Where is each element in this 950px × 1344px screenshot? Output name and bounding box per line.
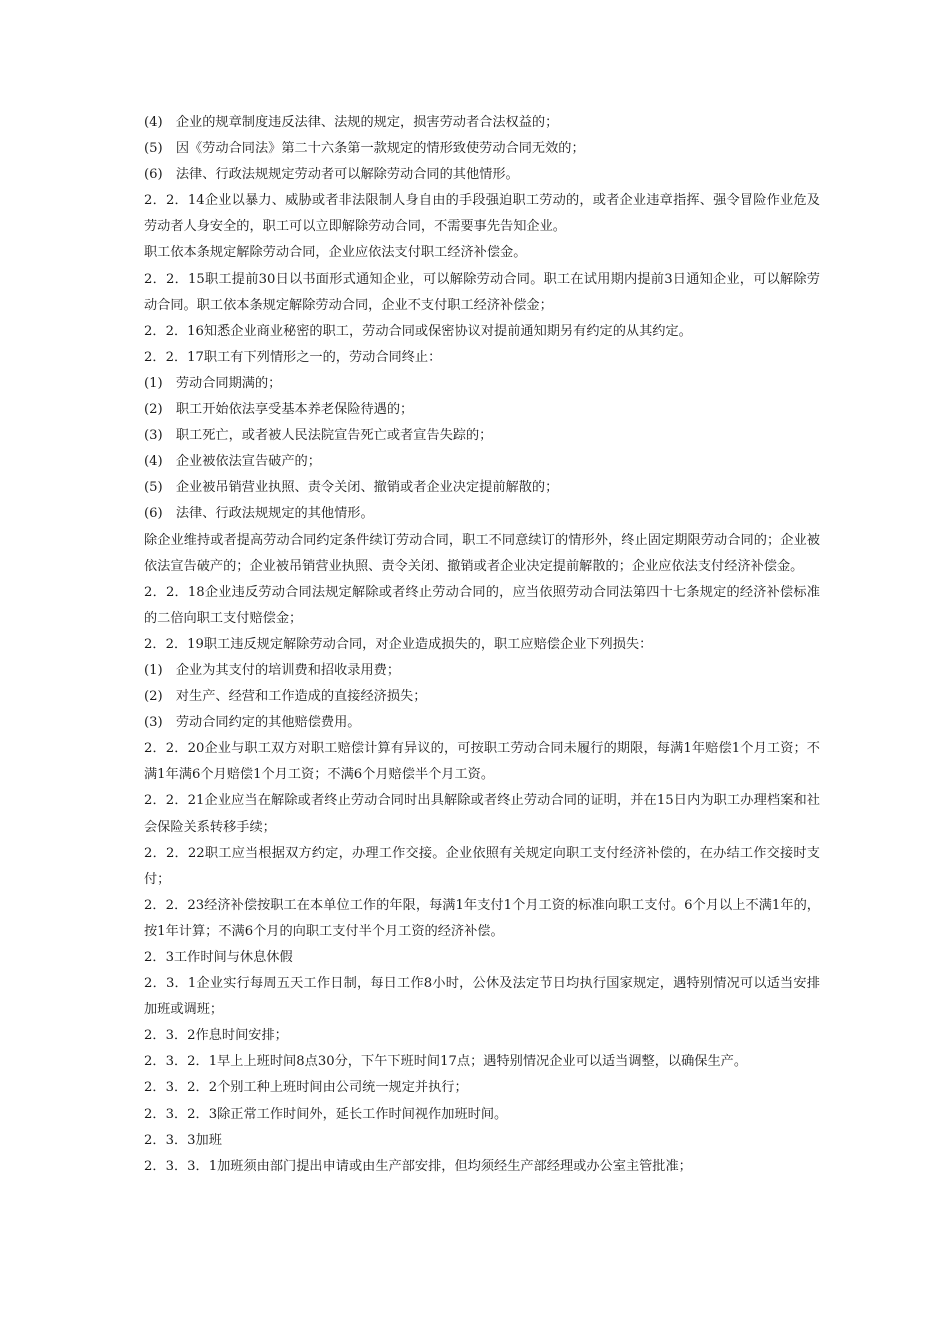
section-heading: 2．3．3加班	[144, 1132, 222, 1148]
section-heading: 2．3工作时间与休息休假	[144, 950, 293, 965]
list-item: (1) 劳动合同期满的；	[144, 375, 282, 391]
list-item: (2) 职工开始依法享受基本养老保险待遇的；	[144, 402, 414, 418]
list-item: (4) 企业的规章制度违反法律、法规的规定，损害劳动者合法权益的；	[144, 115, 559, 130]
body-paragraph: 职工依本条规定解除劳动合同，企业应依法支付职工经济补偿金。	[144, 245, 527, 261]
list-item: (6) 法律、行政法规规定的其他情形。	[144, 506, 374, 522]
list-item: (5) 因《劳动合同法》第二十六条第一款规定的情形致使劳动合同无效的；	[144, 141, 585, 157]
clause-paragraph: 2．3．2作息时间安排；	[144, 1028, 288, 1044]
clause-paragraph: 2．3．2．2个别工种上班时间由公司统一规定并执行；	[144, 1080, 468, 1096]
clause-paragraph: 2．2．17职工有下列情形之一的，劳动合同终止：	[144, 349, 442, 365]
list-item: (5) 企业被吊销营业执照、责令关闭、撤销或者企业决定提前解散的；	[144, 480, 559, 496]
list-item: (4) 企业被依法宣告破产的；	[144, 454, 321, 470]
clause-paragraph: 2．2．14企业以暴力、威胁或者非法限制人身自由的手段强迫职工劳动的，或者企业违章指挥、强令冒险作业危及劳动者人身安全的，职工可以立即解除劳动合同，不需要事先告知企业。	[144, 193, 820, 235]
list-item: (3) 职工死亡，或者被人民法院宣告死亡或者宣告失踪的；	[144, 428, 493, 444]
clause-paragraph: 2．2．16知悉企业商业秘密的职工，劳动合同或保密协议对提前通知期另有约定的从其约定。	[144, 323, 692, 339]
clause-paragraph: 2．2．22职工应当根据双方约定，办理工作交接。企业依照有关规定向职工支付经济补偿的，在办结工作交接时支付；	[144, 845, 820, 887]
clause-paragraph: 2．3．3．1加班须由部门提出申请或由生产部安排，但均须经生产部经理或办公室主管批准；	[144, 1158, 692, 1174]
clause-paragraph: 2．2．21企业应当在解除或者终止劳动合同时出具解除或者终止劳动合同的证明，并在15日内为职工办理档案和社会保险关系转移手续；	[144, 793, 820, 835]
clause-paragraph: 2．2．18企业违反劳动合同法规定解除或者终止劳动合同的，应当依照劳动合同法第四十七条规定的经济补偿标准的二倍向职工支付赔偿金；	[144, 584, 820, 626]
clause-paragraph: 2．3．2．1早上上班时间8点30分，下午下班时间17点；遇特别情况企业可以适当调整，以确保生产。	[144, 1054, 748, 1070]
document-body	[144, 110, 820, 1180]
clause-paragraph: 2．2．19职工违反规定解除劳动合同，对企业造成损失的，职工应赔偿企业下列损失：	[144, 636, 653, 652]
clause-paragraph: 2．2．20企业与职工双方对职工赔偿计算有异议的，可按职工劳动合同未履行的期限，每满1年赔偿1个月工资；不满1年满6个月赔偿1个月工资；不满6个月赔偿半个月工资。	[144, 741, 820, 783]
list-item: (3) 劳动合同约定的其他赔偿费用。	[144, 715, 361, 731]
clause-paragraph: 2．2．15职工提前30日以书面形式通知企业，可以解除劳动合同。职工在试用期内提前3日通知企业，可以解除劳动合同。职工依本条规定解除劳动合同，企业不支付职工经济补偿金；	[144, 271, 820, 313]
clause-paragraph: 2．2．23经济补偿按职工在本单位工作的年限，每满1年支付1个月工资的标准向职工支付。6个月以上不满1年的，按1年计算；不满6个月的向职工支付半个月工资的经济补偿。	[144, 897, 820, 939]
body-paragraph: 除企业维持或者提高劳动合同约定条件续订劳动合同，职工不同意续订的情形外，终止固定期限劳动合同的；企业被依法宣告破产的；企业被吊销营业执照、责令关闭、撤销或者企业决定提前解散的；企业应依法支付经济补偿金。	[144, 532, 820, 574]
clause-paragraph: 2．3．2．3除正常工作时间外，延长工作时间视作加班时间。	[144, 1106, 508, 1122]
clause-paragraph: 2．3．1企业实行每周五天工作日制，每日工作8小时，公休及法定节日均执行国家规定，遇特别情况可以适当安排加班或调班；	[144, 976, 820, 1018]
list-item: (1) 企业为其支付的培训费和招收录用费；	[144, 662, 401, 678]
list-item: (2) 对生产、经营和工作造成的直接经济损失；	[144, 689, 427, 705]
list-item: (6) 法律、行政法规规定劳动者可以解除劳动合同的其他情形。	[144, 167, 519, 183]
